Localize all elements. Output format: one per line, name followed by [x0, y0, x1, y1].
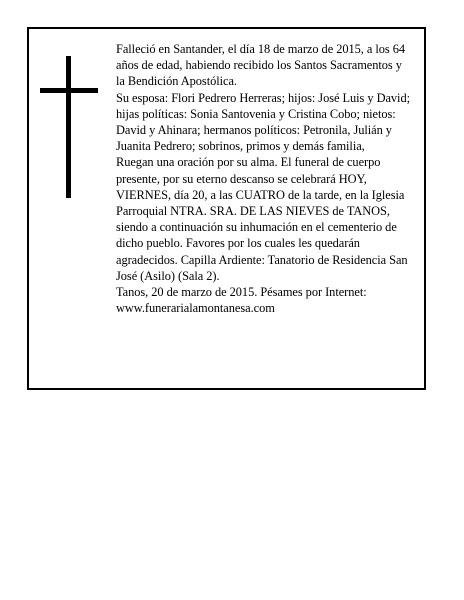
obituary-text	[116, 41, 413, 316]
death-announcement: Falleció en Santander, el día 18 de marzo de 2015, a los 64 años de edad, habiendo recibido los Santos Sacramentos y la Bendición Apostólica.	[116, 42, 406, 89]
place-date-footer: Tanos, 20 de marzo de 2015. Pésames por Internet: www.funerarialamontanesa.com	[116, 285, 367, 316]
obituary-notice	[27, 27, 426, 390]
cross-vertical-bar	[66, 56, 71, 198]
cross-horizontal-bar	[40, 88, 98, 93]
funeral-details: Ruegan una oración por su alma. El funeral de cuerpo presente, por su eterno descanso se celebrará HOY, VIERNES, día 20, a las CUATRO de la tarde, en la Iglesia Parroquial NTRA. SRA. DE LAS NIEVES de TANOS, siendo a continuación su inhumación en el cementerio de dicho pueblo. Favores por los cuales les quedarán agradecidos. Capilla Ardiente: Tanatorio de Residencia San José (Asilo) (Sala 2).	[116, 155, 408, 283]
family-list: Su esposa: Flori Pedrero Herreras; hijos: José Luis y David; hijas políticas: Sonia Santovenia y Cristina Cobo; nietos: David y Ahinara; hermanos políticos: Petronila, Julián y Juanita Pedrero; sobrinos, primos y demás familia,	[116, 90, 410, 154]
latin-cross-icon	[40, 56, 98, 198]
